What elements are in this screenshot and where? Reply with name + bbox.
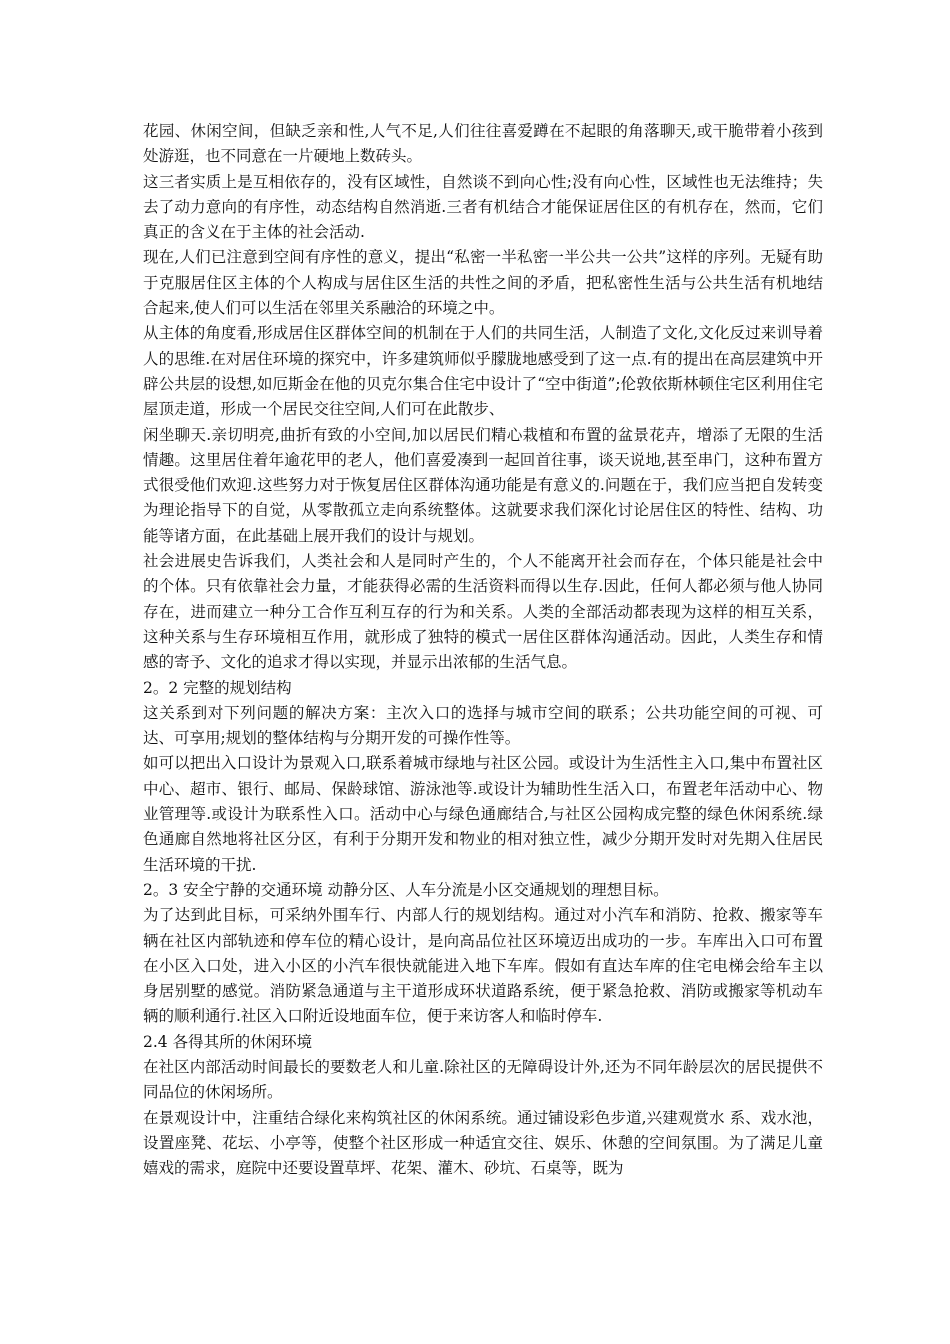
paragraph: 从主体的角度看,形成居住区群体空间的机制在于人们的共同生活，人制造了文化,文化反过来训导着人的思维.在对居住环境的探究中，许多建筑师似乎朦胧地感受到了这一点.有的提出在高层建筑中开辟公共层的设想,如厄斯金在他的贝克尔集合住宅中设计了“空中街道”;伦敦依斯林顿住宅区利用住宅屋顶走道，形成一个居民交往空间,人们可在此散步、 (143, 324, 823, 419)
paragraph: 在社区内部活动时间最长的要数老人和儿童.除社区的无障碍设计外,还为不同年龄层次的居民提供不同品位的休闲场所。 (143, 1057, 823, 1102)
section-heading: 2.4 各得其所的休闲环境 (143, 1032, 313, 1051)
document-body (143, 119, 823, 1181)
section-heading: 2。3 安全宁静的交通环境 动静分区、人车分流是小区交通规划的理想目标。 (143, 880, 669, 899)
paragraph: 现在,人们已注意到空间有序性的意义，提出“私密一半私密一半公共一公共”这样的序列。无疑有助于克服居住区主体的个人构成与居住区生活的共性之间的矛盾，把私密性生活与公共生活有机地结合起来,使人们可以生活在邻里关系融洽的环境之中。 (143, 248, 823, 318)
paragraph: 这三者实质上是互相依存的，没有区域性，自然谈不到向心性;没有向心性，区域性也无法维持；失去了动力意向的有序性，动态结构自然消逝.三者有机结合才能保证居住区的有机存在，然而，它们真正的含义在于主体的社会活动. (143, 172, 823, 242)
paragraph: 闲坐聊天.亲切明亮,曲折有致的小空间,加以居民们精心栽植和布置的盆景花卉，增添了无限的生活情趣。这里居住着年逾花甲的老人，他们喜爱凑到一起回首往事，谈天说地,甚至串门，这种布置方式很受他们欢迎.这些努力对于恢复居住区群体沟通功能是有意义的.问题在于，我们应当把自发转变为理论指导下的自觉，从零散孤立走向系统整体。这就要求我们深化讨论居住区的特性、结构、功能等诸方面，在此基础上展开我们的设计与规划。 (143, 425, 823, 545)
section-heading: 2。2 完整的规划结构 (143, 678, 292, 697)
paragraph: 花园、休闲空间，但缺乏亲和性,人气不足,人们往往喜爱蹲在不起眼的角落聊天,或干脆带着小孩到处游逛，也不同意在一片硬地上数砖头。 (143, 122, 823, 166)
paragraph: 为了达到此目标，可采纳外围车行、内部人行的规划结构。通过对小汽车和消防、抢救、搬家等车辆在社区内部轨迹和停车位的精心设计，是向高品位社区环境迈出成功的一步。车库出入口可布置在小区入口处，进入小区的小汽车很快就能进入地下车库。假如有直达车库的住宅电梯会给车主以身居别墅的感觉。消防紧急通道与主干道形成环状道路系统，便于紧急抢救、消防或搬家等机动车辆的顺利通行.社区入口附近设地面车位，便于来访客人和临时停车. (143, 906, 823, 1026)
paragraph: 社会进展史告诉我们，人类社会和人是同时产生的，个人不能离开社会而存在，个体只能是社会中的个体。只有依靠社会力量，才能获得必需的生活资料而得以生存.因此，任何人都必须与他人协同存在，进而建立一种分工合作互利互存的行为和关系。人类的全部活动都表现为这样的相互关系，这种关系与生存环境相互作用，就形成了独特的模式一居住区群体沟通活动。因此，人类生存和情感的寄予、文化的追求才得以实现，并显示出浓郁的生活气息。 (143, 552, 823, 672)
paragraph: 如可以把出入口设计为景观入口,联系着城市绿地与社区公园。或设计为生活性主入口,集中布置社区中心、超市、银行、邮局、保龄球馆、游泳池等.或设计为辅助性生活入口，布置老年活动中心、物业管理等.或设计为联系性入口。活动中心与绿色通廊结合,与社区公园构成完整的绿色休闲系统.绿色通廊自然地将社区分区，有利于分期开发和物业的相对独立性，减少分期开发时对先期入住居民生活环境的干扰. (143, 754, 823, 874)
paragraph: 在景观设计中，注重结合绿化来构筑社区的休闲系统。通过铺设彩色步道,兴建观赏水 系、戏水池，设置座凳、花坛、小亭等，使整个社区形成一种适宜交往、娱乐、休憩的空间氛围。为了满足儿童嬉戏的需求，庭院中还要设置草坪、花架、灌木、砂坑、石桌等，既为 (143, 1108, 823, 1178)
paragraph: 这关系到对下列问题的解决方案：主次入口的选择与城市空间的联系；公共功能空间的可视、可达、可享用;规划的整体结构与分期开发的可操作性等。 (143, 703, 823, 748)
